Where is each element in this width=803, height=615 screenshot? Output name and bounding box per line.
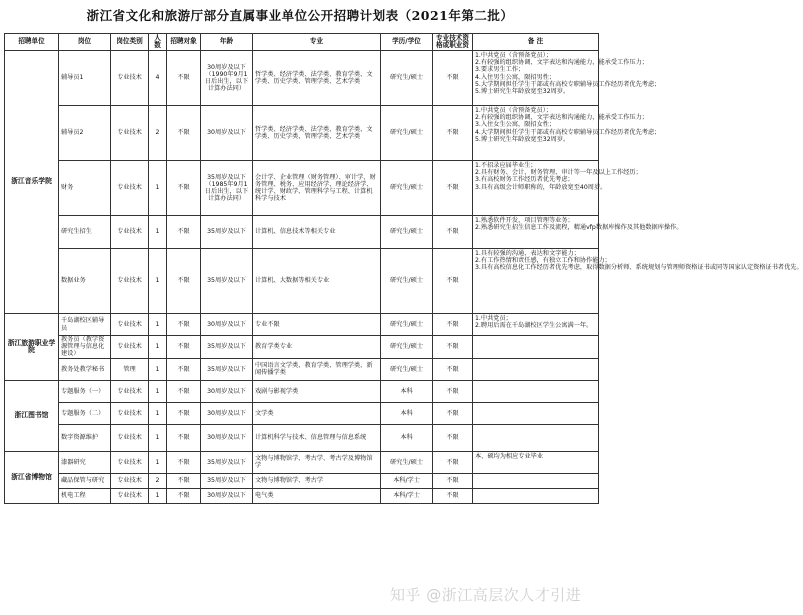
note-line: 2.具有财务、会计、财务管理、审计等一年及以上工作经历；: [475, 169, 642, 177]
cell-count: 1: [149, 249, 167, 314]
cell-age: 30周岁及以下: [201, 106, 253, 161]
cell-count: 1: [149, 424, 167, 451]
note-line: 4.大学期间担任学生干部或有高校专职辅导员工作经历者优先考虑；: [475, 128, 661, 136]
cell-degree: 研究生/硕士: [381, 216, 433, 249]
cell-degree: 研究生/硕士: [381, 161, 433, 216]
cell-major: 哲学类、经济学类、法学类、教育学类、文学类、历史学类、管理学类、艺术学类: [253, 106, 381, 161]
cell-category: 专业技术: [111, 216, 149, 249]
table-row: [5, 51, 599, 106]
cell-target: 不限: [167, 51, 201, 106]
cell-notes: [473, 488, 599, 503]
note-line: 3.具有高级会计师职称的，年龄放宽至40周岁。: [475, 183, 607, 191]
cell-major: 电气类: [253, 488, 381, 503]
table-row: [5, 336, 599, 359]
cell-degree: 本科: [381, 380, 433, 402]
note-line: 1.中共党员（含预备党员）；: [475, 107, 553, 114]
cell-age: 30周岁及以下（1990年9月1日后出生，以下计算办法同）: [201, 51, 253, 106]
cell-count: 1: [149, 161, 167, 216]
cell-qualification: 不限: [433, 216, 473, 249]
cell-category: 专业技术: [111, 51, 149, 106]
cell-notes: [473, 380, 599, 402]
cell-notes: [473, 51, 661, 106]
table-row: [5, 424, 599, 451]
note-line: 2.有较强的组织协调、文字表达和沟通能力，能承受工作压力；: [475, 114, 648, 122]
cell-major: 专业不限: [253, 314, 381, 336]
cell-count: 1: [149, 402, 167, 424]
cell-target: 不限: [167, 161, 201, 216]
table-row: [5, 216, 599, 249]
note-line: 2.聘用后需在千岛湖校区学生公寓满一年。: [475, 322, 593, 330]
note-line: 1.中共党员（含预备党员）；: [475, 52, 553, 59]
note-line: 2.有工作热情和责任感，有独立工作和协作能力；: [475, 257, 611, 265]
cell-major: 文物与博物馆学、考古学: [253, 473, 381, 488]
cell-notes: [473, 216, 683, 249]
cell-major: 会计学、企业管理（财务管理）、审计学、财务管理、税务、应用经济学、理论经济学、统计学、财政学、管理科学与工程、计算机科学与技术: [253, 161, 381, 216]
cell-age: 35周岁及以下: [201, 451, 253, 473]
cell-degree: 研究生/硕士: [381, 336, 433, 359]
cell-qualification: 不限: [433, 358, 473, 380]
note-line: 3.具有高校信息化工作经历者优先考虑，取得数据分析师、系统规划与管理师资格证书或同等国家认定资格证书者优先。: [475, 264, 803, 272]
cell-count: 2: [149, 106, 167, 161]
cell-target: 不限: [167, 249, 201, 314]
header-row: [5, 34, 599, 51]
cell-degree: 研究生/硕士: [381, 249, 433, 314]
cell-post: 研究生招生: [59, 216, 111, 249]
note-line: 2.有较强的组织协调、文字表达和沟通能力，能承受工作压力；: [475, 59, 648, 67]
recruitment-table: [4, 33, 803, 504]
cell-major: 哲学类、经济学类、法学类、教育学类、文学类、历史学类、管理学类、艺术学类: [253, 51, 381, 106]
cell-post: 教务员（教学资源管理与信息化建设）: [59, 336, 111, 359]
note-line: 1.熟悉软件开发、项目管理等业务；: [475, 217, 574, 224]
cell-post: 财务: [59, 161, 111, 216]
header-degree: 学历/学位: [381, 34, 433, 51]
cell-count: 1: [149, 380, 167, 402]
cell-notes: [473, 424, 599, 451]
note-line: 3.入住女生公寓，限招女性；: [475, 121, 556, 129]
cell-qualification: 不限: [433, 380, 473, 402]
table-row: [5, 249, 599, 314]
cell-qualification: 不限: [433, 402, 473, 424]
table-row: [5, 358, 599, 380]
cell-qualification: 不限: [433, 424, 473, 451]
cell-major: 文物与博物馆学、考古学、考古学及博物馆学: [253, 451, 381, 473]
cell-post: 机电工程: [59, 488, 111, 503]
note-line: 3.要求男生工作；: [475, 66, 525, 74]
cell-major: 戏剧与影视学类: [253, 380, 381, 402]
cell-qualification: 不限: [433, 473, 473, 488]
cell-major: 文学类: [253, 402, 381, 424]
table-row: [5, 488, 599, 503]
note-line: 1.具有较强的沟通、表达和文字能力；: [475, 250, 580, 257]
cell-degree: 本科/学士: [381, 488, 433, 503]
cell-post: 专题服务（一）: [59, 380, 111, 402]
cell-post: 藏品保管与研究: [59, 473, 111, 488]
note-line: 1.不招录应届毕业生；: [475, 162, 537, 169]
cell-target: 不限: [167, 380, 201, 402]
cell-qualification: 不限: [433, 249, 473, 314]
cell-category: 专业技术: [111, 249, 149, 314]
cell-age: 35周岁及以下: [201, 336, 253, 359]
cell-target: 不限: [167, 106, 201, 161]
cell-age: 35周岁及以下: [201, 216, 253, 249]
cell-target: 不限: [167, 358, 201, 380]
cell-qualification: 不限: [433, 336, 473, 359]
cell-age: 30周岁及以下: [201, 424, 253, 451]
header-unit: 招聘单位: [5, 34, 59, 51]
cell-qualification: 不限: [433, 51, 473, 106]
cell-count: 1: [149, 216, 167, 249]
cell-degree: 本科: [381, 402, 433, 424]
cell-age: 30周岁及以下: [201, 380, 253, 402]
cell-degree: 本科: [381, 424, 433, 451]
cell-notes: [473, 161, 642, 216]
cell-age: 30周岁及以下: [201, 488, 253, 503]
cell-qualification: 不限: [433, 161, 473, 216]
cell-age: 30周岁及以下: [201, 314, 253, 336]
cell-notes: [473, 451, 599, 473]
header-major: 专业: [253, 34, 381, 51]
note-line: 5.博士研究生年龄放宽至32周岁。: [475, 135, 570, 143]
header-count: 人数: [149, 34, 167, 51]
cell-major: 中国语言文学类、教育学类、管理学类、新闻传播学类: [253, 358, 381, 380]
cell-notes: [473, 336, 599, 359]
cell-post: 辅导员1: [59, 51, 111, 106]
note-line: 本、硕均为相应专业毕业: [475, 452, 544, 460]
cell-category: 专业技术: [111, 314, 149, 336]
cell-category: 专业技术: [111, 161, 149, 216]
cell-post: 辅导员2: [59, 106, 111, 161]
note-line: 5.大学期间担任学生干部或有高校专职辅导员工作经历者优先考虑；: [475, 80, 661, 88]
cell-post: 千岛湖校区辅导员: [59, 314, 111, 336]
watermark: 知乎 @浙江高层次人才引进: [390, 586, 582, 604]
unit-name: 浙江音乐学院: [5, 51, 59, 314]
cell-target: 不限: [167, 488, 201, 503]
cell-count: 1: [149, 451, 167, 473]
unit-name: 浙江图书馆: [5, 380, 59, 451]
note-line: 4.入住男生公寓，限招男性；: [475, 73, 556, 81]
table-row: [5, 451, 599, 473]
cell-count: 1: [149, 488, 167, 503]
header-post: 岗位: [59, 34, 111, 51]
cell-target: 不限: [167, 473, 201, 488]
table-row: [5, 314, 599, 336]
note-line: 2.熟悉研究生招生信息工作及流程，精通vfp数据库操作及其他数据库操作。: [475, 224, 683, 232]
table-row: [5, 161, 599, 216]
note-line: 5.博士研究生年龄放宽至32周岁。: [475, 88, 570, 96]
cell-category: 专业技术: [111, 488, 149, 503]
header-age: 年龄: [201, 34, 253, 51]
unit-name: 浙江省博物馆: [5, 451, 59, 503]
cell-category: 专业技术: [111, 451, 149, 473]
cell-age: 35周岁及以下（1985年9月1日后出生，以下计算办法同）: [201, 161, 253, 216]
cell-notes: [473, 473, 599, 488]
table-row: [5, 402, 599, 424]
cell-category: 专业技术: [111, 380, 149, 402]
cell-age: 30周岁及以下: [201, 402, 253, 424]
page-title: 浙江省文化和旅游厅部分直属事业单位公开招聘计划表（2021年第二批）: [86, 8, 514, 23]
cell-notes: [473, 402, 599, 424]
cell-target: 不限: [167, 424, 201, 451]
cell-category: 专业技术: [111, 336, 149, 359]
cell-count: 2: [149, 473, 167, 488]
cell-post: 数字资源维护: [59, 424, 111, 451]
cell-degree: 研究生/硕士: [381, 358, 433, 380]
cell-category: 专业技术: [111, 473, 149, 488]
cell-major: 计算机、信息技术等相关专业: [253, 216, 381, 249]
cell-degree: 研究生/硕士: [381, 314, 433, 336]
header-category: 岗位类别: [111, 34, 149, 51]
cell-category: 专业技术: [111, 106, 149, 161]
cell-post: 专题服务（二）: [59, 402, 111, 424]
cell-count: 1: [149, 336, 167, 359]
cell-qualification: 不限: [433, 106, 473, 161]
header-target: 招聘对象: [167, 34, 201, 51]
cell-age: 35周岁及以下: [201, 358, 253, 380]
cell-category: 管理: [111, 358, 149, 380]
cell-count: 1: [149, 314, 167, 336]
cell-target: 不限: [167, 314, 201, 336]
cell-degree: 研究生/硕士: [381, 51, 433, 106]
cell-major: 计算机科学与技术、信息管理与信息系统: [253, 424, 381, 451]
cell-target: 不限: [167, 451, 201, 473]
cell-target: 不限: [167, 336, 201, 359]
cell-major: 教育学类专业: [253, 336, 381, 359]
cell-target: 不限: [167, 216, 201, 249]
cell-post: 漆器研究: [59, 451, 111, 473]
cell-category: 专业技术: [111, 402, 149, 424]
cell-post: 数据业务: [59, 249, 111, 314]
cell-notes: [473, 249, 803, 314]
note-line: 1.中共党员；: [475, 315, 512, 322]
cell-degree: 研究生/硕士: [381, 106, 433, 161]
cell-age: 35周岁及以下: [201, 249, 253, 314]
header-notes: 备 注: [473, 34, 599, 51]
table-row: [5, 380, 599, 402]
cell-post: 教务处教学秘书: [59, 358, 111, 380]
unit-name: 浙江旅游职业学院: [5, 314, 59, 381]
cell-notes: [473, 314, 599, 336]
cell-notes: [473, 358, 599, 380]
cell-degree: 研究生/硕士: [381, 451, 433, 473]
cell-notes: [473, 106, 661, 161]
cell-degree: 本科/学士: [381, 473, 433, 488]
table-row: [5, 106, 599, 161]
note-line: 3.有高校财务工作经历者优先考虑；: [475, 176, 574, 184]
cell-target: 不限: [167, 402, 201, 424]
header-qualification: 专业技术资格或职业资: [433, 34, 473, 51]
cell-qualification: 不限: [433, 314, 473, 336]
cell-age: 35周岁及以下: [201, 473, 253, 488]
table-row: [5, 473, 599, 488]
cell-major: 计算机、大数据等相关专业: [253, 249, 381, 314]
cell-category: 专业技术: [111, 424, 149, 451]
cell-count: 4: [149, 51, 167, 106]
cell-count: 1: [149, 358, 167, 380]
cell-qualification: 不限: [433, 451, 473, 473]
cell-qualification: 不限: [433, 488, 473, 503]
